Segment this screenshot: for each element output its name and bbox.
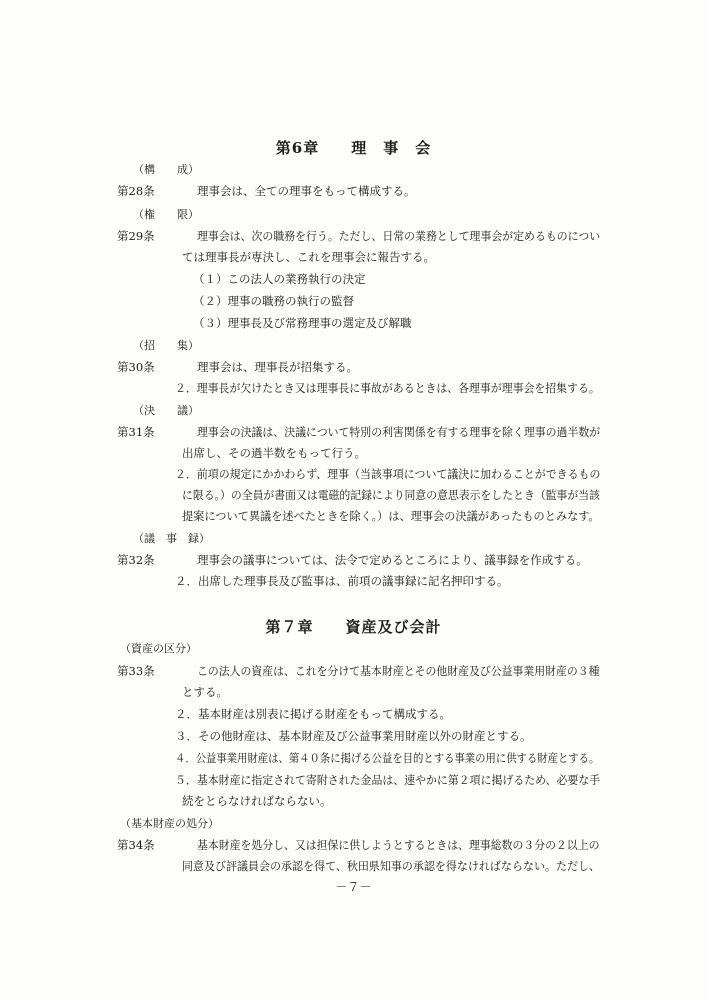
- article-31-caption: （決 議）: [133, 404, 199, 417]
- article-28-caption: （構 成）: [133, 163, 199, 176]
- article-30-paragraph-2: ２．理事長が欠けたとき又は理事長に事故があるときは、各理事が理事会を招集する。: [175, 381, 600, 395]
- article-28-number: 第28条: [117, 184, 155, 198]
- chapter-6-title: 第6章 理 事 会: [275, 139, 432, 157]
- page-number: －７－: [335, 880, 372, 894]
- article-33-caption: （資産の区分）: [120, 642, 197, 655]
- article-32-number: 第32条: [117, 553, 155, 567]
- chapter-7-title: 第７章 資産及び会計: [265, 618, 442, 636]
- article-29-number: 第29条: [117, 229, 155, 243]
- article-31-paragraph-2-line: に限る。）の全員が書面又は電磁的記録により同意の意思表示をしたとき（監事が当該: [182, 488, 600, 502]
- article-29-caption: （権 限）: [133, 208, 199, 221]
- article-31-text-line: 出席し、その過半数をもって行う。: [182, 446, 366, 460]
- article-29-item: （３）理事長及び常務理事の選定及び解職: [193, 316, 412, 330]
- article-33-paragraph: ３．その他財産は、基本財産及び公益事業用財産以外の財産とする。: [175, 729, 532, 743]
- article-28-text: 理事会は、全ての理事をもって構成する。: [197, 184, 416, 198]
- article-34-text-line: 基本財産を処分し、又は担保に供しようとするときは、理事総数の３分の２以上の: [197, 838, 600, 852]
- article-33-paragraph: ５．基本財産に指定されて寄附された金品は、速やかに第２項に掲げるため、必要な手: [175, 773, 601, 787]
- article-29-text-line: ては理事長が専決し、これを理事会に報告する。: [182, 250, 435, 264]
- article-31-number: 第31条: [117, 425, 155, 439]
- article-33-number: 第33条: [117, 664, 155, 678]
- article-33-paragraph: ４．公益事業用財産は、第４０条に掲げる公益を目的とする事業の用に供する財産とする。: [175, 751, 600, 765]
- article-31-text-line: 理事会の決議は、決議について特別の利害関係を有する理事を除く理事の過半数が: [197, 425, 601, 439]
- article-34-caption: （基本財産の処分）: [120, 817, 219, 830]
- article-30-text: 理事会は、理事長が招集する。: [197, 360, 358, 374]
- article-33-text-line: この法人の資産は、これを分けて基本財産とその他財産及び公益事業用財産の３種: [197, 664, 600, 678]
- article-31-paragraph-2-line: 提案について異議を述べたときを除く。）は、理事会の決議があったものとみなす。: [182, 509, 600, 523]
- article-30-number: 第30条: [117, 360, 155, 374]
- article-32-caption: （議 事 録）: [133, 532, 210, 545]
- article-29-item: （１）この法人の業務執行の決定: [193, 272, 366, 286]
- article-33-paragraph: ２．基本財産は別表に掲げる財産をもって構成する。: [175, 707, 451, 721]
- article-34-number: 第34条: [117, 838, 155, 852]
- article-32-text: 理事会の議事については、法令で定めるところにより、議事録を作成する。: [197, 553, 588, 567]
- article-34-text-line: 同意及び評議員会の承認を得て、秋田県知事の承認を得なければならない。ただし、: [182, 859, 600, 873]
- article-31-paragraph-2-line: ２．前項の規定にかかわらず、理事（当該事項について議決に加わることができるもの: [175, 467, 601, 481]
- article-29-text-line: 理事会は、次の職務を行う。ただし、日常の業務として理事会が定めるものについ: [197, 229, 601, 243]
- article-33-text-line: とする。: [182, 685, 228, 699]
- article-32-paragraph-2: ２．出席した理事長及び監事は、前項の議事録に記名押印する。: [175, 574, 509, 588]
- article-33-paragraph-continued: 続をとらなければならない。: [182, 794, 332, 808]
- article-30-caption: （招 集）: [133, 339, 199, 352]
- article-29-item: （２）理事の職務の執行の監督: [193, 294, 354, 308]
